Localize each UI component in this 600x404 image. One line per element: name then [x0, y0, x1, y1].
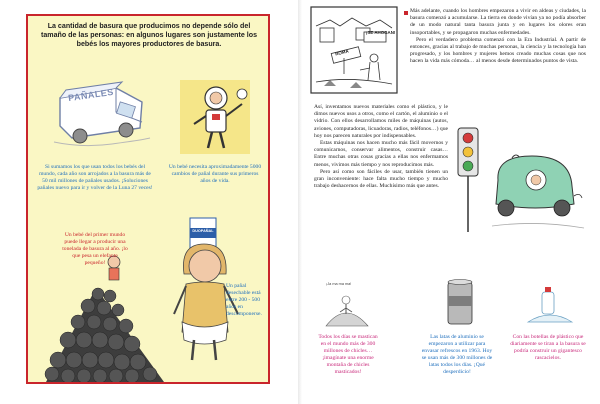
gum-pile-illustration: [316, 280, 376, 330]
machines-paragraph: Estas máquinas nos hacen mucho más fácil movernos y comunicarnos, conservar alimentos, construir casas… Entre muchas otras cosas gracias a ellas nos enfermamos menos, vivimos más tiempo y nos reproducimos más.: [314, 140, 448, 168]
body-text: [314, 104, 448, 190]
caption-gum: Todos los días se mastican en el mundo más de 300 millones de chicles… ¡imagínate una enorme montaña de chicles masticados!: [318, 334, 378, 375]
plastic-bottle-illustration: [522, 282, 578, 330]
intro-text: [410, 8, 586, 66]
ancient-city-sketch-illustration: [310, 6, 398, 94]
diaper-box-brand: DUOPAÑAL: [192, 229, 214, 233]
truck-label: PAÑALES: [67, 86, 115, 104]
paragraph-marker: [404, 11, 408, 15]
left-heading: La cantidad de basura que producimos no depende sólo del tamaño de las personas: en algunos lugares son justamente los bebés los mayores productores de basura.: [40, 22, 258, 49]
caption-diaper-decompose: Un pañal desechable está entre 200 - 500 años en descomponerse.: [226, 283, 262, 317]
inconvenience-paragraph: Pero así como son fáciles de usar, también tienen un gran inconveniente: hace falta mucho tiempo y mucho trabajo deshacernos de ellas. Muchísimo más que antes.: [314, 168, 448, 190]
intro-paragraph: Más adelante, cuando los hombres empezaron a vivir en aldeas y ciudades, la basura comenzó a acumularse. La tierra en donde vivían ya no podía absorber de un modo natural tanta basura junta y en lugares los olores eran insoportables, y se propagaron muchas enfermedades.: [410, 8, 586, 36]
industrial-era-paragraph: Pero el verdadero problema comenzó con la Era Industrial. A partir de entonces, gracias al trabajo de muchas personas, la ciencia y la tecnología han progresado, y los hombres y mujeres hemos creado muchas cosas que nos hacen la vida más cómoda… al menos desde determinados puntos de vista.: [410, 36, 586, 65]
aluminum-can-illustration: [442, 278, 478, 330]
materials-paragraph: Así, inventamos nuevos materiales como el plástico, y le dimos nuevos usos a otros, como el cartón, el aluminio o el vidrio. Con ellos desarrollamos miles de máquinas (autos, aviones, computadoras, licuadoras, radios, teléfonos…) que hoy nos parecen naturales por indispensables.: [314, 104, 448, 139]
sign-roma: ROMA: [334, 48, 350, 57]
astronaut-baby-illustration: [176, 76, 254, 158]
green-car-illustration: [486, 146, 586, 234]
gum-exclamation: ¡Ja ma ma ma!: [326, 282, 352, 286]
caption-astronaut: Un bebé necesita aproximadamente 5000 cambios de pañal durante sus primeros años de vida.: [168, 164, 262, 184]
caption-diapers: Si sumamos los que usan todos los bebés del mundo, cada año son arrojados a la basura más de 50 mil millones de pañales usados. ¡Soluciones pañales nuevo para ir y volver de la Luna 27 veces!: [37, 164, 153, 191]
sign-se-ahogan: ¡SE AHOGAN!: [366, 30, 396, 35]
caption-baby-pile: Un bebé del primer mundo puede llegar a producir una tonelada de basura al año. ¡lo que pesa un elefante pequeño!: [62, 232, 128, 266]
baby-on-garbage-pile-illustration: [26, 248, 166, 382]
caption-bottles: Con las botellas de plástico que diariamente se tiran a la basura se podría construir un gigantesco rascacielos.: [510, 334, 586, 361]
traffic-light-illustration: [452, 124, 484, 234]
caption-cans: Las latas de aluminio se empezaron a utilizar para envasar refrescos en 1963. Hoy se usan más de 300 millones de latas todos los días. ¡Qué desperdicio!: [421, 334, 493, 375]
